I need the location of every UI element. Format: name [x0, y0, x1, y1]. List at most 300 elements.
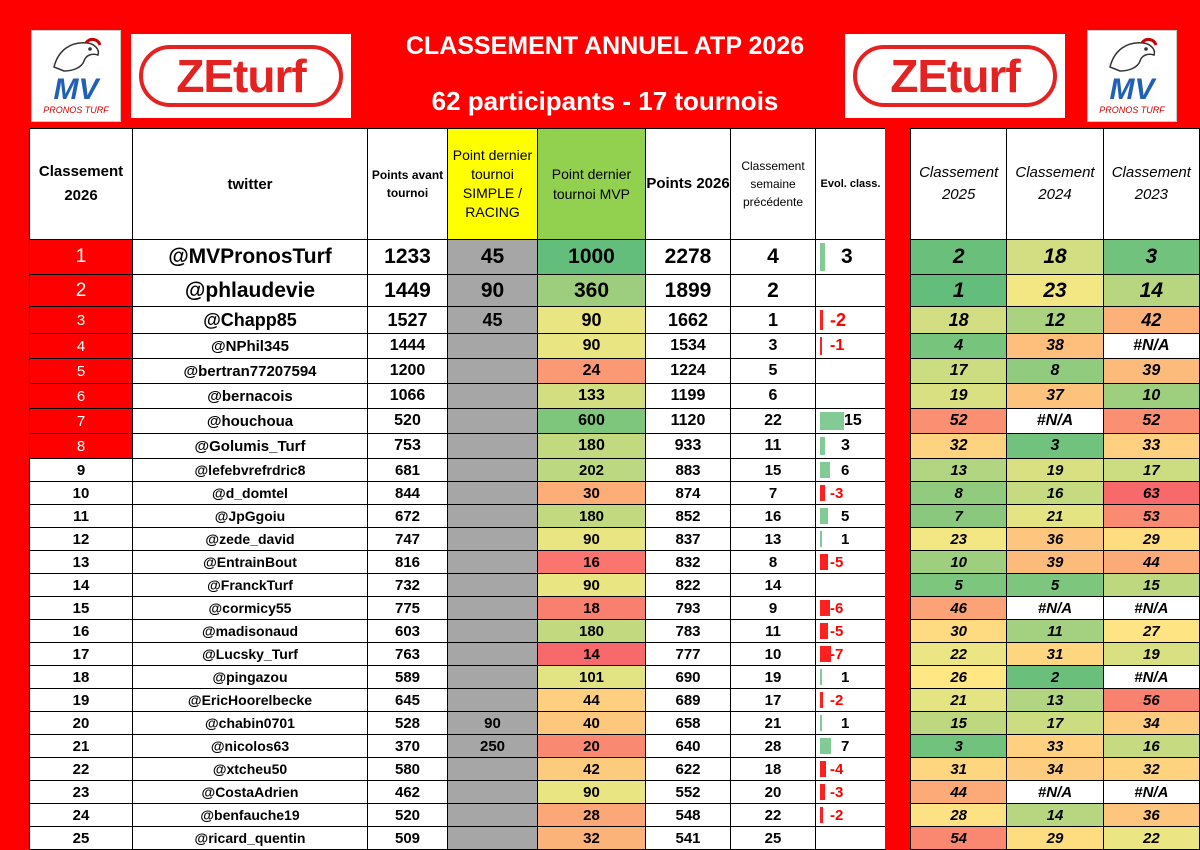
- evol-cell: [816, 597, 886, 620]
- point-mvp-cell: 180: [538, 505, 646, 528]
- twitter-cell: @madisonaud: [133, 620, 368, 643]
- twitter-cell: @Chapp85: [133, 307, 368, 334]
- points-2026-cell: 690: [646, 666, 731, 689]
- twitter-cell: @phlaudevie: [133, 275, 368, 307]
- classement-2023-cell: 19: [1103, 643, 1199, 666]
- evol-bar: [820, 761, 826, 777]
- point-mvp-cell: 600: [538, 409, 646, 434]
- twitter-cell: @bernacois: [133, 384, 368, 409]
- points-2026-cell: 837: [646, 528, 731, 551]
- twitter-cell: @JpGgoiu: [133, 505, 368, 528]
- history-row: [911, 384, 1200, 409]
- classement-2023-cell: 33: [1103, 434, 1199, 459]
- classement-2024-cell: 18: [1007, 240, 1103, 275]
- point-mvp-cell: 360: [538, 275, 646, 307]
- classement-2025-cell: 19: [911, 384, 1007, 409]
- classement-2025-cell: 17: [911, 359, 1007, 384]
- points-avant-cell: 775: [368, 597, 448, 620]
- classement-prec-cell: 10: [731, 643, 816, 666]
- points-avant-cell: 528: [368, 712, 448, 735]
- table-row: [30, 574, 886, 597]
- evol-bar: [820, 412, 844, 430]
- point-mvp-cell: 180: [538, 620, 646, 643]
- evol-value: -5: [830, 553, 844, 571]
- table-row: [30, 712, 886, 735]
- evol-cell: [816, 574, 886, 597]
- point-mvp-cell: 32: [538, 827, 646, 850]
- point-mvp-cell: 1000: [538, 240, 646, 275]
- evol-value: 3: [841, 437, 850, 454]
- rank-cell: 15: [30, 597, 133, 620]
- classement-2025-cell: 13: [911, 459, 1007, 482]
- history-row: [911, 334, 1200, 359]
- evol-cell: [816, 712, 886, 735]
- points-avant-cell: 520: [368, 409, 448, 434]
- classement-2023-cell: 16: [1103, 735, 1199, 758]
- separator-bar: [885, 128, 910, 849]
- classement-prec-cell: 25: [731, 827, 816, 850]
- points-2026-cell: 548: [646, 804, 731, 827]
- col-twitter: twitter: [133, 129, 368, 240]
- point-mvp-cell: 28: [538, 804, 646, 827]
- point-simple-cell: [448, 666, 538, 689]
- twitter-cell: @FranckTurf: [133, 574, 368, 597]
- col-point-mvp: Point dernier tournoi MVP: [538, 129, 646, 240]
- classement-prec-cell: 15: [731, 459, 816, 482]
- zeturf-logo-text: ZEturf: [890, 50, 1020, 102]
- history-row: [911, 666, 1200, 689]
- col-points-avant: Points avant tournoi: [368, 129, 448, 240]
- points-2026-cell: 2278: [646, 240, 731, 275]
- classement-2023-cell: #N/A: [1103, 781, 1199, 804]
- points-avant-cell: 747: [368, 528, 448, 551]
- mv-logo-left: [31, 30, 121, 122]
- point-mvp-cell: 133: [538, 384, 646, 409]
- twitter-cell: @lefebvrefrdric8: [133, 459, 368, 482]
- table-row: [30, 307, 886, 334]
- evol-bar: [820, 807, 823, 823]
- classement-2025-cell: 28: [911, 804, 1007, 827]
- evol-cell: [816, 359, 886, 384]
- classement-2023-cell: 10: [1103, 384, 1199, 409]
- col-point-simple: Point dernier tournoi SIMPLE / RACING: [448, 129, 538, 240]
- twitter-cell: @ricard_quentin: [133, 827, 368, 850]
- history-table: [910, 128, 1200, 850]
- classement-2023-cell: 32: [1103, 758, 1199, 781]
- points-2026-cell: 1224: [646, 359, 731, 384]
- rank-cell: 25: [30, 827, 133, 850]
- evol-bar: [820, 623, 828, 639]
- evol-cell: [816, 735, 886, 758]
- twitter-cell: @Lucsky_Turf: [133, 643, 368, 666]
- classement-2025-cell: 30: [911, 620, 1007, 643]
- table-row: [30, 758, 886, 781]
- classement-prec-cell: 19: [731, 666, 816, 689]
- points-2026-cell: 777: [646, 643, 731, 666]
- points-2026-cell: 874: [646, 482, 731, 505]
- classement-prec-cell: 9: [731, 597, 816, 620]
- evol-cell: [816, 758, 886, 781]
- history-row: [911, 712, 1200, 735]
- classement-2024-cell: 3: [1007, 434, 1103, 459]
- rank-cell: 16: [30, 620, 133, 643]
- points-2026-cell: 1899: [646, 275, 731, 307]
- evol-value: 3: [841, 245, 853, 268]
- point-simple-cell: 90: [448, 712, 538, 735]
- points-2026-cell: 883: [646, 459, 731, 482]
- history-row: [911, 551, 1200, 574]
- point-simple-cell: [448, 505, 538, 528]
- table-row: [30, 781, 886, 804]
- point-mvp-cell: 42: [538, 758, 646, 781]
- history-table-panel: [910, 128, 1200, 849]
- point-simple-cell: [448, 551, 538, 574]
- rank-cell: 22: [30, 758, 133, 781]
- point-mvp-cell: 20: [538, 735, 646, 758]
- evol-bar: [820, 531, 822, 547]
- evol-value: -4: [830, 760, 844, 778]
- mv-logo-text: MV: [53, 73, 99, 106]
- points-avant-cell: 645: [368, 689, 448, 712]
- classement-2023-cell: 36: [1103, 804, 1199, 827]
- history-row: [911, 643, 1200, 666]
- classement-2023-cell: 39: [1103, 359, 1199, 384]
- point-simple-cell: 45: [448, 307, 538, 334]
- zeturf-logo-text: ZEturf: [176, 50, 306, 102]
- classement-2023-cell: 52: [1103, 409, 1199, 434]
- point-simple-cell: 250: [448, 735, 538, 758]
- classement-prec-cell: 8: [731, 551, 816, 574]
- evol-value: -2: [830, 309, 847, 330]
- evol-cell: [816, 434, 886, 459]
- classement-2024-cell: 39: [1007, 551, 1103, 574]
- evol-cell: [816, 505, 886, 528]
- classement-2024-cell: 5: [1007, 574, 1103, 597]
- rank-cell: 17: [30, 643, 133, 666]
- points-avant-cell: 1200: [368, 359, 448, 384]
- mv-logo-subtext: PRONOS TURF: [43, 105, 109, 115]
- points-avant-cell: 672: [368, 505, 448, 528]
- evol-cell: [816, 666, 886, 689]
- points-avant-cell: 462: [368, 781, 448, 804]
- evol-bar: [820, 337, 822, 355]
- twitter-cell: @nicolos63: [133, 735, 368, 758]
- evol-value: -7: [830, 645, 844, 663]
- classement-2023-cell: #N/A: [1103, 666, 1199, 689]
- point-mvp-cell: 18: [538, 597, 646, 620]
- classement-2023-cell: 44: [1103, 551, 1199, 574]
- history-row: [911, 620, 1200, 643]
- points-2026-cell: 622: [646, 758, 731, 781]
- evol-cell: [816, 804, 886, 827]
- twitter-cell: @MVPronosTurf: [133, 240, 368, 275]
- history-row: [911, 505, 1200, 528]
- points-avant-cell: 732: [368, 574, 448, 597]
- classement-prec-cell: 22: [731, 409, 816, 434]
- classement-2024-cell: 23: [1007, 275, 1103, 307]
- table-row: [30, 827, 886, 850]
- evol-value: 5: [841, 507, 850, 525]
- points-avant-cell: 603: [368, 620, 448, 643]
- classement-prec-cell: 5: [731, 359, 816, 384]
- history-row: [911, 781, 1200, 804]
- evol-bar: [820, 243, 825, 271]
- classement-2023-cell: 56: [1103, 689, 1199, 712]
- rank-cell: 19: [30, 689, 133, 712]
- table-row: [30, 409, 886, 434]
- table-row: [30, 275, 886, 307]
- points-2026-cell: 852: [646, 505, 731, 528]
- classement-2024-cell: 37: [1007, 384, 1103, 409]
- classement-2024-cell: 21: [1007, 505, 1103, 528]
- twitter-cell: @pingazou: [133, 666, 368, 689]
- history-row: [911, 459, 1200, 482]
- ranking-grid: [29, 128, 1200, 849]
- points-2026-cell: 783: [646, 620, 731, 643]
- classement-prec-cell: 20: [731, 781, 816, 804]
- classement-2023-cell: 53: [1103, 505, 1199, 528]
- point-mvp-cell: 101: [538, 666, 646, 689]
- point-mvp-cell: 44: [538, 689, 646, 712]
- evol-cell: [816, 409, 886, 434]
- classement-prec-cell: 2: [731, 275, 816, 307]
- history-row: [911, 275, 1200, 307]
- points-avant-cell: 681: [368, 459, 448, 482]
- history-row: [911, 804, 1200, 827]
- table-row: [30, 482, 886, 505]
- point-mvp-cell: 24: [538, 359, 646, 384]
- point-simple-cell: 45: [448, 240, 538, 275]
- point-simple-cell: 90: [448, 275, 538, 307]
- rank-cell: 4: [30, 334, 133, 359]
- evol-cell: [816, 620, 886, 643]
- classement-2023-cell: 14: [1103, 275, 1199, 307]
- points-2026-cell: 640: [646, 735, 731, 758]
- classement-2024-cell: 31: [1007, 643, 1103, 666]
- classement-2024-cell: 16: [1007, 482, 1103, 505]
- evol-bar: [820, 462, 830, 478]
- table-row: [30, 804, 886, 827]
- classement-prec-cell: 14: [731, 574, 816, 597]
- evol-value: 1: [841, 530, 850, 548]
- evol-value: -2: [830, 691, 844, 709]
- classement-2025-cell: 15: [911, 712, 1007, 735]
- rank-cell: 18: [30, 666, 133, 689]
- page-title: CLASSEMENT ANNUEL ATP 2026: [405, 32, 805, 60]
- twitter-cell: @bertran77207594: [133, 359, 368, 384]
- points-avant-cell: 580: [368, 758, 448, 781]
- history-row: [911, 307, 1200, 334]
- classement-prec-cell: 3: [731, 334, 816, 359]
- point-mvp-cell: 16: [538, 551, 646, 574]
- classement-2025-cell: 32: [911, 434, 1007, 459]
- classement-2024-cell: #N/A: [1007, 597, 1103, 620]
- evol-bar: [820, 738, 831, 754]
- table-row: [30, 551, 886, 574]
- table-row: [30, 434, 886, 459]
- evol-bar: [820, 715, 822, 731]
- points-avant-cell: 1233: [368, 240, 448, 275]
- classement-2025-cell: 44: [911, 781, 1007, 804]
- points-2026-cell: 1662: [646, 307, 731, 334]
- point-simple-cell: [448, 758, 538, 781]
- point-mvp-cell: 40: [538, 712, 646, 735]
- classement-2025-cell: 54: [911, 827, 1007, 850]
- rank-cell: 10: [30, 482, 133, 505]
- classement-2025-cell: 3: [911, 735, 1007, 758]
- evol-value: -1: [830, 337, 845, 354]
- evol-value: 7: [841, 737, 850, 755]
- classement-2025-cell: 31: [911, 758, 1007, 781]
- classement-prec-cell: 18: [731, 758, 816, 781]
- evol-cell: [816, 482, 886, 505]
- classement-2025-cell: 10: [911, 551, 1007, 574]
- evol-value: 15: [844, 412, 862, 429]
- points-2026-cell: 689: [646, 689, 731, 712]
- rank-cell: 14: [30, 574, 133, 597]
- point-simple-cell: [448, 620, 538, 643]
- rank-cell: 7: [30, 409, 133, 434]
- history-row: [911, 240, 1200, 275]
- points-2026-cell: 552: [646, 781, 731, 804]
- classement-2024-cell: 14: [1007, 804, 1103, 827]
- twitter-cell: @Golumis_Turf: [133, 434, 368, 459]
- evol-cell: [816, 551, 886, 574]
- classement-2024-cell: 12: [1007, 307, 1103, 334]
- table-row: [30, 735, 886, 758]
- page-subtitle: 62 participants - 17 tournois: [431, 86, 779, 116]
- classement-2023-cell: 27: [1103, 620, 1199, 643]
- classement-2025-cell: 5: [911, 574, 1007, 597]
- point-simple-cell: [448, 597, 538, 620]
- twitter-cell: @NPhil345: [133, 334, 368, 359]
- classement-2024-cell: 34: [1007, 758, 1103, 781]
- table-row: [30, 528, 886, 551]
- classement-prec-cell: 4: [731, 240, 816, 275]
- table-row: [30, 334, 886, 359]
- rank-cell: 23: [30, 781, 133, 804]
- evol-cell: [816, 384, 886, 409]
- col-classement-prec: Classement semaine précédente: [731, 129, 816, 240]
- classement-prec-cell: 11: [731, 434, 816, 459]
- classement-2025-cell: 46: [911, 597, 1007, 620]
- evol-value: -5: [830, 622, 844, 640]
- points-2026-cell: 832: [646, 551, 731, 574]
- evol-cell: [816, 689, 886, 712]
- twitter-cell: @benfauche19: [133, 804, 368, 827]
- points-avant-cell: 509: [368, 827, 448, 850]
- evol-bar: [820, 554, 828, 570]
- history-row: [911, 827, 1200, 850]
- classement-2025-cell: 23: [911, 528, 1007, 551]
- classement-2023-cell: 22: [1103, 827, 1199, 850]
- rank-cell: 12: [30, 528, 133, 551]
- classement-2025-cell: 8: [911, 482, 1007, 505]
- evol-bar: [820, 437, 825, 455]
- mv-logo-right: [1087, 30, 1177, 122]
- evol-value: 1: [841, 668, 850, 686]
- points-2026-cell: 1199: [646, 384, 731, 409]
- table-row: [30, 384, 886, 409]
- evol-cell: [816, 459, 886, 482]
- rank-cell: 6: [30, 384, 133, 409]
- horse-icon: [1104, 37, 1160, 75]
- classement-prec-cell: 1: [731, 307, 816, 334]
- point-simple-cell: [448, 827, 538, 850]
- points-2026-cell: 1120: [646, 409, 731, 434]
- classement-2024-cell: #N/A: [1007, 781, 1103, 804]
- point-simple-cell: [448, 359, 538, 384]
- classement-prec-cell: 22: [731, 804, 816, 827]
- classement-prec-cell: 7: [731, 482, 816, 505]
- twitter-cell: @xtcheu50: [133, 758, 368, 781]
- zeturf-logo-right: [845, 34, 1065, 118]
- classement-prec-cell: 11: [731, 620, 816, 643]
- history-row: [911, 758, 1200, 781]
- evol-bar: [820, 784, 825, 800]
- classement-2025-cell: 21: [911, 689, 1007, 712]
- classement-2024-cell: 38: [1007, 334, 1103, 359]
- zeturf-logo-left: [131, 34, 351, 118]
- evol-value: -3: [830, 783, 844, 801]
- horse-icon: [48, 37, 104, 75]
- rank-cell: 24: [30, 804, 133, 827]
- classement-2024-cell: 36: [1007, 528, 1103, 551]
- evol-value: -2: [830, 806, 844, 824]
- classement-prec-cell: 13: [731, 528, 816, 551]
- twitter-cell: @zede_david: [133, 528, 368, 551]
- rank-cell: 11: [30, 505, 133, 528]
- evol-cell: [816, 275, 886, 307]
- rank-cell: 20: [30, 712, 133, 735]
- classement-prec-cell: 6: [731, 384, 816, 409]
- history-row: [911, 597, 1200, 620]
- point-simple-cell: [448, 804, 538, 827]
- mv-logo-text: MV: [1109, 73, 1155, 106]
- col-evol: Evol. class.: [816, 129, 886, 240]
- classement-2024-cell: 29: [1007, 827, 1103, 850]
- classement-2025-cell: 1: [911, 275, 1007, 307]
- points-avant-cell: 1449: [368, 275, 448, 307]
- point-mvp-cell: 202: [538, 459, 646, 482]
- classement-2023-cell: 63: [1103, 482, 1199, 505]
- rank-cell: 5: [30, 359, 133, 384]
- classement-2025-cell: 2: [911, 240, 1007, 275]
- classement-prec-cell: 21: [731, 712, 816, 735]
- evol-cell: [816, 334, 886, 359]
- points-avant-cell: 844: [368, 482, 448, 505]
- point-mvp-cell: 14: [538, 643, 646, 666]
- mv-logo-subtext: PRONOS TURF: [1099, 105, 1165, 115]
- col-classement-2024: Classement 2024: [1007, 129, 1103, 240]
- table-row: [30, 459, 886, 482]
- evol-bar: [820, 692, 823, 708]
- points-avant-cell: 763: [368, 643, 448, 666]
- evol-value: 6: [841, 461, 850, 479]
- twitter-cell: @houchoua: [133, 409, 368, 434]
- rank-cell: 21: [30, 735, 133, 758]
- classement-prec-cell: 17: [731, 689, 816, 712]
- classement-2023-cell: 3: [1103, 240, 1199, 275]
- classement-2024-cell: #N/A: [1007, 409, 1103, 434]
- classement-2025-cell: 22: [911, 643, 1007, 666]
- table-row: [30, 597, 886, 620]
- evol-bar: [820, 600, 830, 616]
- classement-2024-cell: 2: [1007, 666, 1103, 689]
- points-2026-cell: 541: [646, 827, 731, 850]
- classement-2025-cell: 4: [911, 334, 1007, 359]
- classement-2023-cell: 29: [1103, 528, 1199, 551]
